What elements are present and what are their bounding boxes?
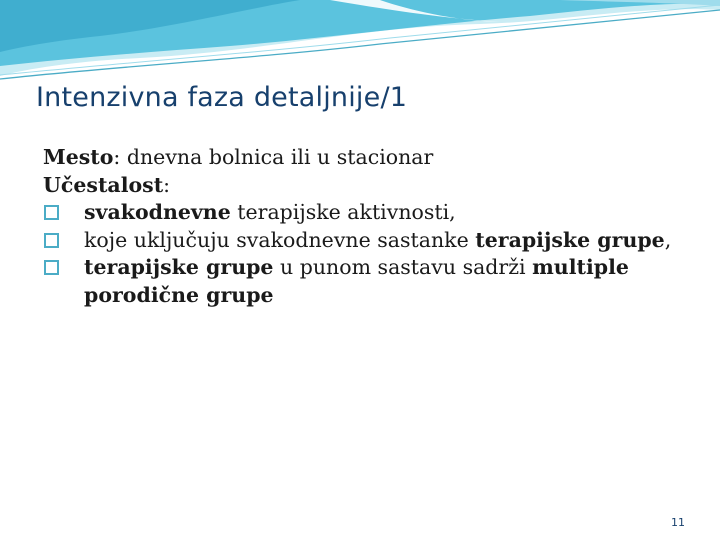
bullet-1-text: terapijske aktivnosti, [230, 200, 456, 224]
list-item [43, 254, 693, 309]
bullet-2-bold: terapijske grupe [475, 227, 665, 252]
bullet-3-text: u punom sastavu sadrži [273, 255, 533, 279]
bullet-2-end: , [664, 227, 672, 252]
square-bullet-icon [44, 260, 59, 275]
mesto-colon: : [113, 145, 121, 169]
ucestalost-colon: : [163, 172, 171, 197]
list-item [43, 199, 693, 227]
bullet-list [43, 199, 693, 309]
bullet-3-bold-end: multiple porodične grupe [84, 255, 629, 307]
bullet-1-bold: svakodnevne [84, 200, 231, 224]
bullet-3-bold: terapijske grupe [84, 255, 274, 279]
slide-content [43, 144, 693, 309]
mesto-label: Mesto [43, 145, 114, 169]
list-item [43, 227, 693, 255]
mesto-line [43, 144, 693, 172]
page-number: 11 [671, 516, 685, 529]
mesto-text: dnevna bolnica ili u stacionar [120, 145, 434, 169]
square-bullet-icon [44, 233, 59, 248]
ucestalost-label: Učestalost [43, 172, 164, 197]
square-bullet-icon [44, 205, 59, 220]
ucestalost-line [43, 172, 693, 200]
header-wave-decoration [0, 0, 720, 90]
bullet-2-text: koje uključuju svakodnevne sastanke [84, 227, 476, 252]
slide-title: Intenzivna faza detaljnije/1 [36, 82, 408, 113]
